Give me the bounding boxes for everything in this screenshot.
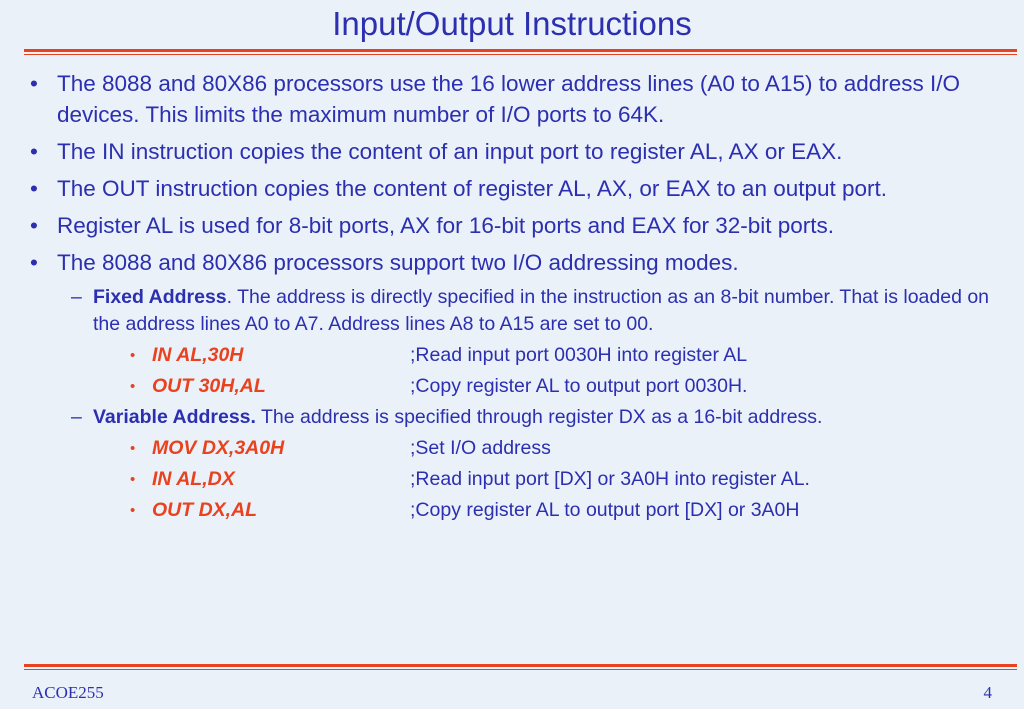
example-row bbox=[130, 342, 992, 369]
bullet-marker: • bbox=[130, 378, 136, 395]
bullet-item bbox=[30, 173, 987, 204]
mode-name: Variable Address. bbox=[93, 406, 256, 428]
bullet-marker: • bbox=[130, 347, 136, 364]
bullet-text: Register AL is used for 8-bit ports, AX for 16-bit ports and EAX for 32-bit ports. bbox=[57, 213, 835, 238]
page-number: 4 bbox=[983, 683, 992, 702]
instruction-comment: ;Copy register AL to output port [DX] or 3A0H bbox=[410, 499, 800, 521]
bullet-marker: • bbox=[30, 139, 38, 164]
bullet-marker: • bbox=[30, 71, 38, 96]
bullet-marker: • bbox=[30, 176, 38, 201]
mode-item-variable bbox=[71, 404, 1003, 431]
dash-marker: – bbox=[71, 286, 82, 308]
example-row bbox=[130, 466, 992, 493]
instruction-comment: ;Copy register AL to output port 0030H. bbox=[410, 375, 748, 397]
slide-content bbox=[0, 68, 1024, 528]
footer-divider bbox=[24, 664, 1017, 670]
instruction-comment: ;Read input port [DX] or 3A0H into register AL. bbox=[410, 468, 810, 490]
bullet-item bbox=[30, 68, 987, 130]
instruction-code: IN AL,30H bbox=[152, 344, 244, 366]
example-row bbox=[130, 497, 992, 524]
example-row bbox=[130, 435, 992, 462]
bullet-item bbox=[30, 247, 987, 278]
title-divider bbox=[24, 49, 1017, 55]
instruction-code: IN AL,DX bbox=[152, 468, 235, 490]
slide-title: Input/Output Instructions bbox=[332, 5, 692, 42]
bullet-marker: • bbox=[30, 213, 38, 238]
mode-name: Fixed Address bbox=[93, 286, 227, 308]
instruction-comment: ;Set I/O address bbox=[410, 437, 551, 459]
bullet-marker: • bbox=[130, 502, 136, 519]
mode-punct: . bbox=[226, 286, 233, 308]
bullet-marker: • bbox=[130, 471, 136, 488]
instruction-comment: ;Read input port 0030H into register AL bbox=[410, 344, 748, 366]
course-code: ACOE255 bbox=[32, 683, 104, 702]
bullet-item bbox=[30, 136, 987, 167]
example-row bbox=[130, 373, 992, 400]
bullet-text: The OUT instruction copies the content of register AL, AX, or EAX to an output port. bbox=[57, 176, 888, 201]
mode-item-fixed bbox=[71, 284, 1003, 338]
dash-marker: – bbox=[71, 406, 82, 428]
instruction-code: OUT 30H,AL bbox=[152, 375, 266, 397]
mode-description: The address is specified through register DX as a 16-bit address. bbox=[255, 406, 823, 428]
bullet-marker: • bbox=[130, 440, 136, 457]
instruction-code: OUT DX,AL bbox=[152, 499, 258, 521]
bullet-text: The 8088 and 80X86 processors support two I/O addressing modes. bbox=[57, 250, 739, 275]
bullet-text: The 8088 and 80X86 processors use the 16 lower address lines (A0 to A15) to address I/O devices. This limits the maximum number of I/O ports to 64K. bbox=[57, 71, 961, 127]
bullet-marker: • bbox=[30, 250, 38, 275]
mode-description: The address is directly specified in the instruction as an 8-bit number. That is loaded on the address lines A0 to A7. Address lines A8 to A15 are set to 00. bbox=[93, 286, 990, 335]
instruction-code: MOV DX,3A0H bbox=[152, 437, 285, 459]
bullet-text: The IN instruction copies the content of an input port to register AL, AX or EAX. bbox=[57, 139, 843, 164]
bullet-item bbox=[30, 210, 987, 241]
